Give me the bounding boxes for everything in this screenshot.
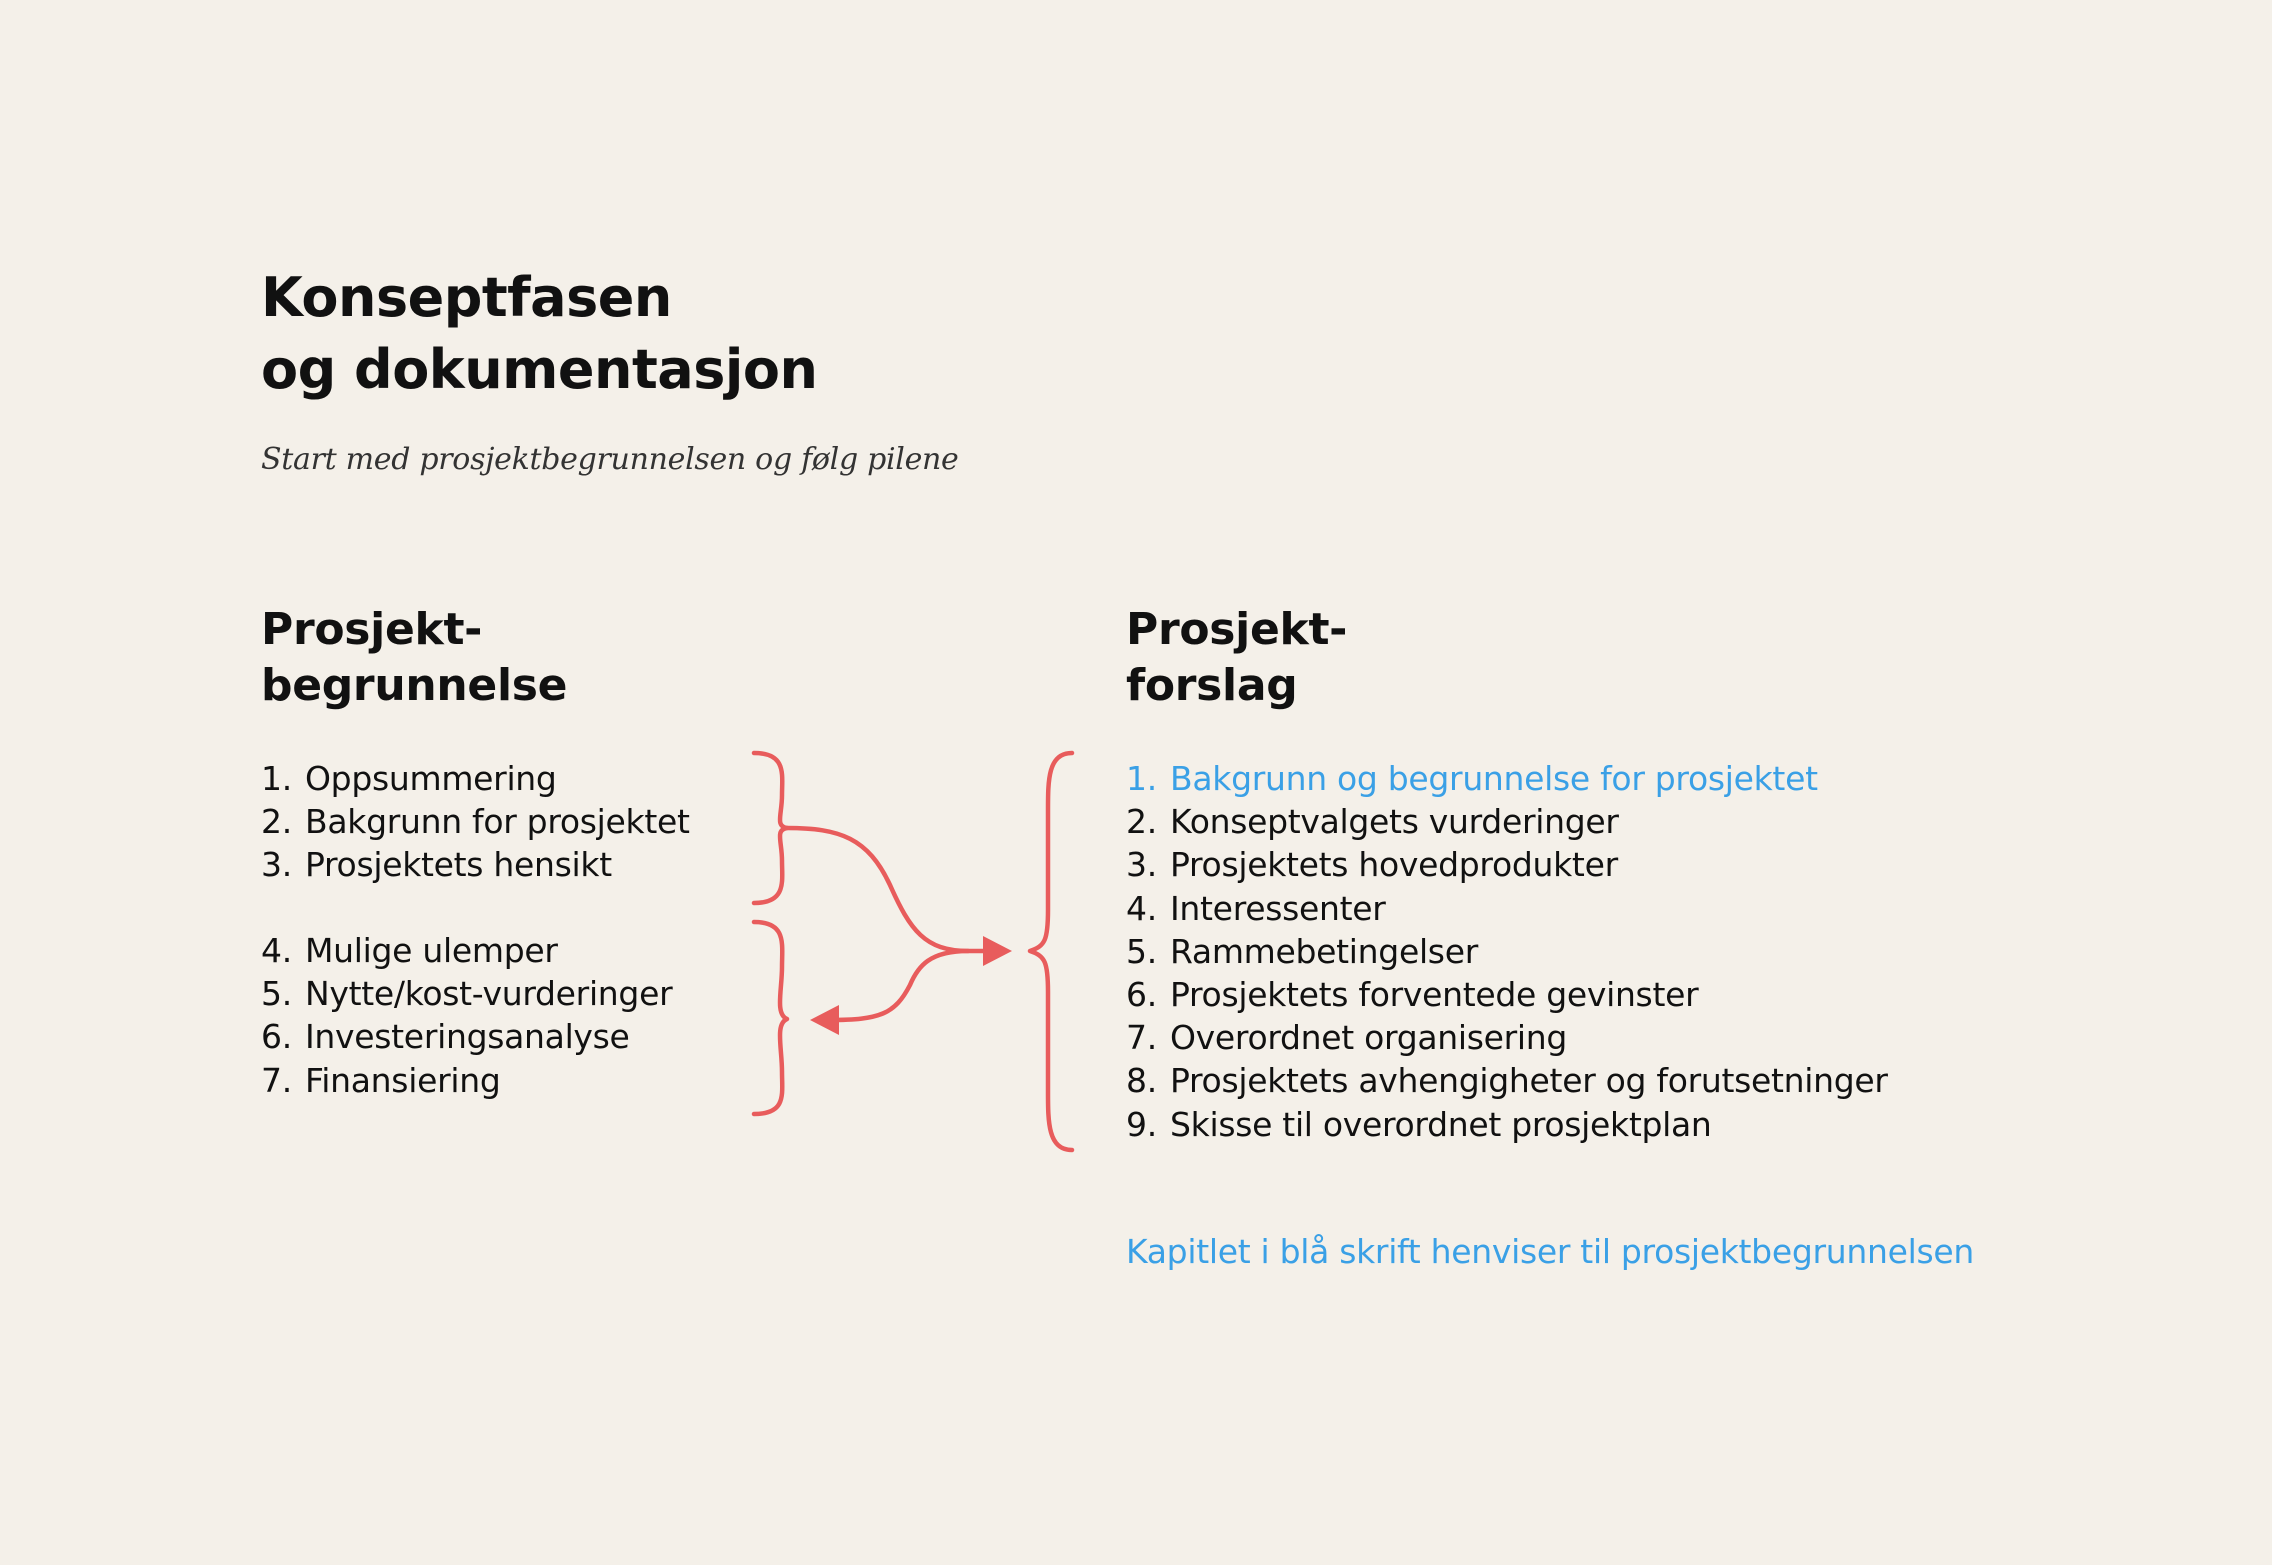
list-item-label: Interessenter (1170, 888, 1386, 928)
list-item-label: Investeringsanalyse (305, 1017, 630, 1057)
heading-right-line-1: Prosjekt- (1126, 604, 1348, 655)
list-item-number: 3. (1126, 845, 1157, 885)
list-item-label: Skisse til overordnet prosjektplan (1170, 1104, 1712, 1144)
arrowhead-left-icon (810, 1005, 839, 1035)
list-item-number: 2. (261, 802, 292, 842)
brace-group-1-icon (754, 753, 787, 903)
list-item-number: 5. (1126, 931, 1157, 971)
list-item-label: Prosjektets hovedprodukter (1170, 845, 1618, 885)
list-item-label: Finansiering (305, 1060, 501, 1100)
brace-group-2-icon (754, 922, 787, 1114)
list-item-label: Overordnet organisering (1170, 1018, 1568, 1058)
list-item-number: 7. (261, 1060, 292, 1100)
list-item-number: 7. (1126, 1018, 1157, 1058)
list-item-number: 2. (1126, 802, 1157, 842)
list-item-label: Nytte/kost-vurderinger (305, 974, 673, 1014)
list-item-number: 9. (1126, 1104, 1157, 1144)
list-item-label: Prosjektets hensikt (305, 845, 612, 885)
arrowhead-right-icon (983, 936, 1012, 966)
curve-to-right-icon (787, 828, 987, 951)
list-item-number: 1. (1126, 759, 1157, 798)
heading-right-line-2: forslag (1126, 660, 1298, 711)
list-item-label: Bakgrunn og begrunnelse for prosjektet (1170, 759, 1818, 798)
list-item-number: 5. (261, 974, 292, 1014)
list-item-number: 8. (1126, 1061, 1157, 1101)
list-item-number: 4. (261, 931, 292, 970)
brace-right-icon (1030, 753, 1072, 1150)
list-item-label: Mulige ulemper (305, 931, 558, 970)
list-item-label: Rammebetingelser (1170, 931, 1478, 971)
list-item-number: 6. (1126, 975, 1157, 1015)
curve-back-left-icon (830, 951, 968, 1020)
list-item-label: Prosjektets avhengigheter og forutsetninger (1170, 1061, 1888, 1101)
heading-left-line-1: Prosjekt- (261, 604, 483, 655)
page-title-line-1: Konseptfasen (261, 266, 672, 329)
list-item-number: 6. (261, 1017, 292, 1057)
list-item-number: 1. (261, 759, 292, 798)
list-item-label: Bakgrunn for prosjektet (305, 802, 690, 842)
page-title-line-2: og dokumentasjon (261, 338, 818, 401)
list-item-number: 4. (1126, 888, 1157, 928)
heading-left-line-2: begrunnelse (261, 660, 568, 711)
list-item-label: Oppsummering (305, 759, 557, 798)
list-item-number: 3. (261, 845, 292, 885)
footnote-blue-reference: Kapitlet i blå skrift henviser til prosjektbegrunnelsen (1126, 1232, 1974, 1271)
list-item-label: Prosjektets forventede gevinster (1170, 975, 1699, 1015)
list-item-label: Konseptvalgets vurderinger (1170, 802, 1619, 842)
page-subtitle: Start med prosjektbegrunnelsen og følg pilene (261, 442, 959, 477)
